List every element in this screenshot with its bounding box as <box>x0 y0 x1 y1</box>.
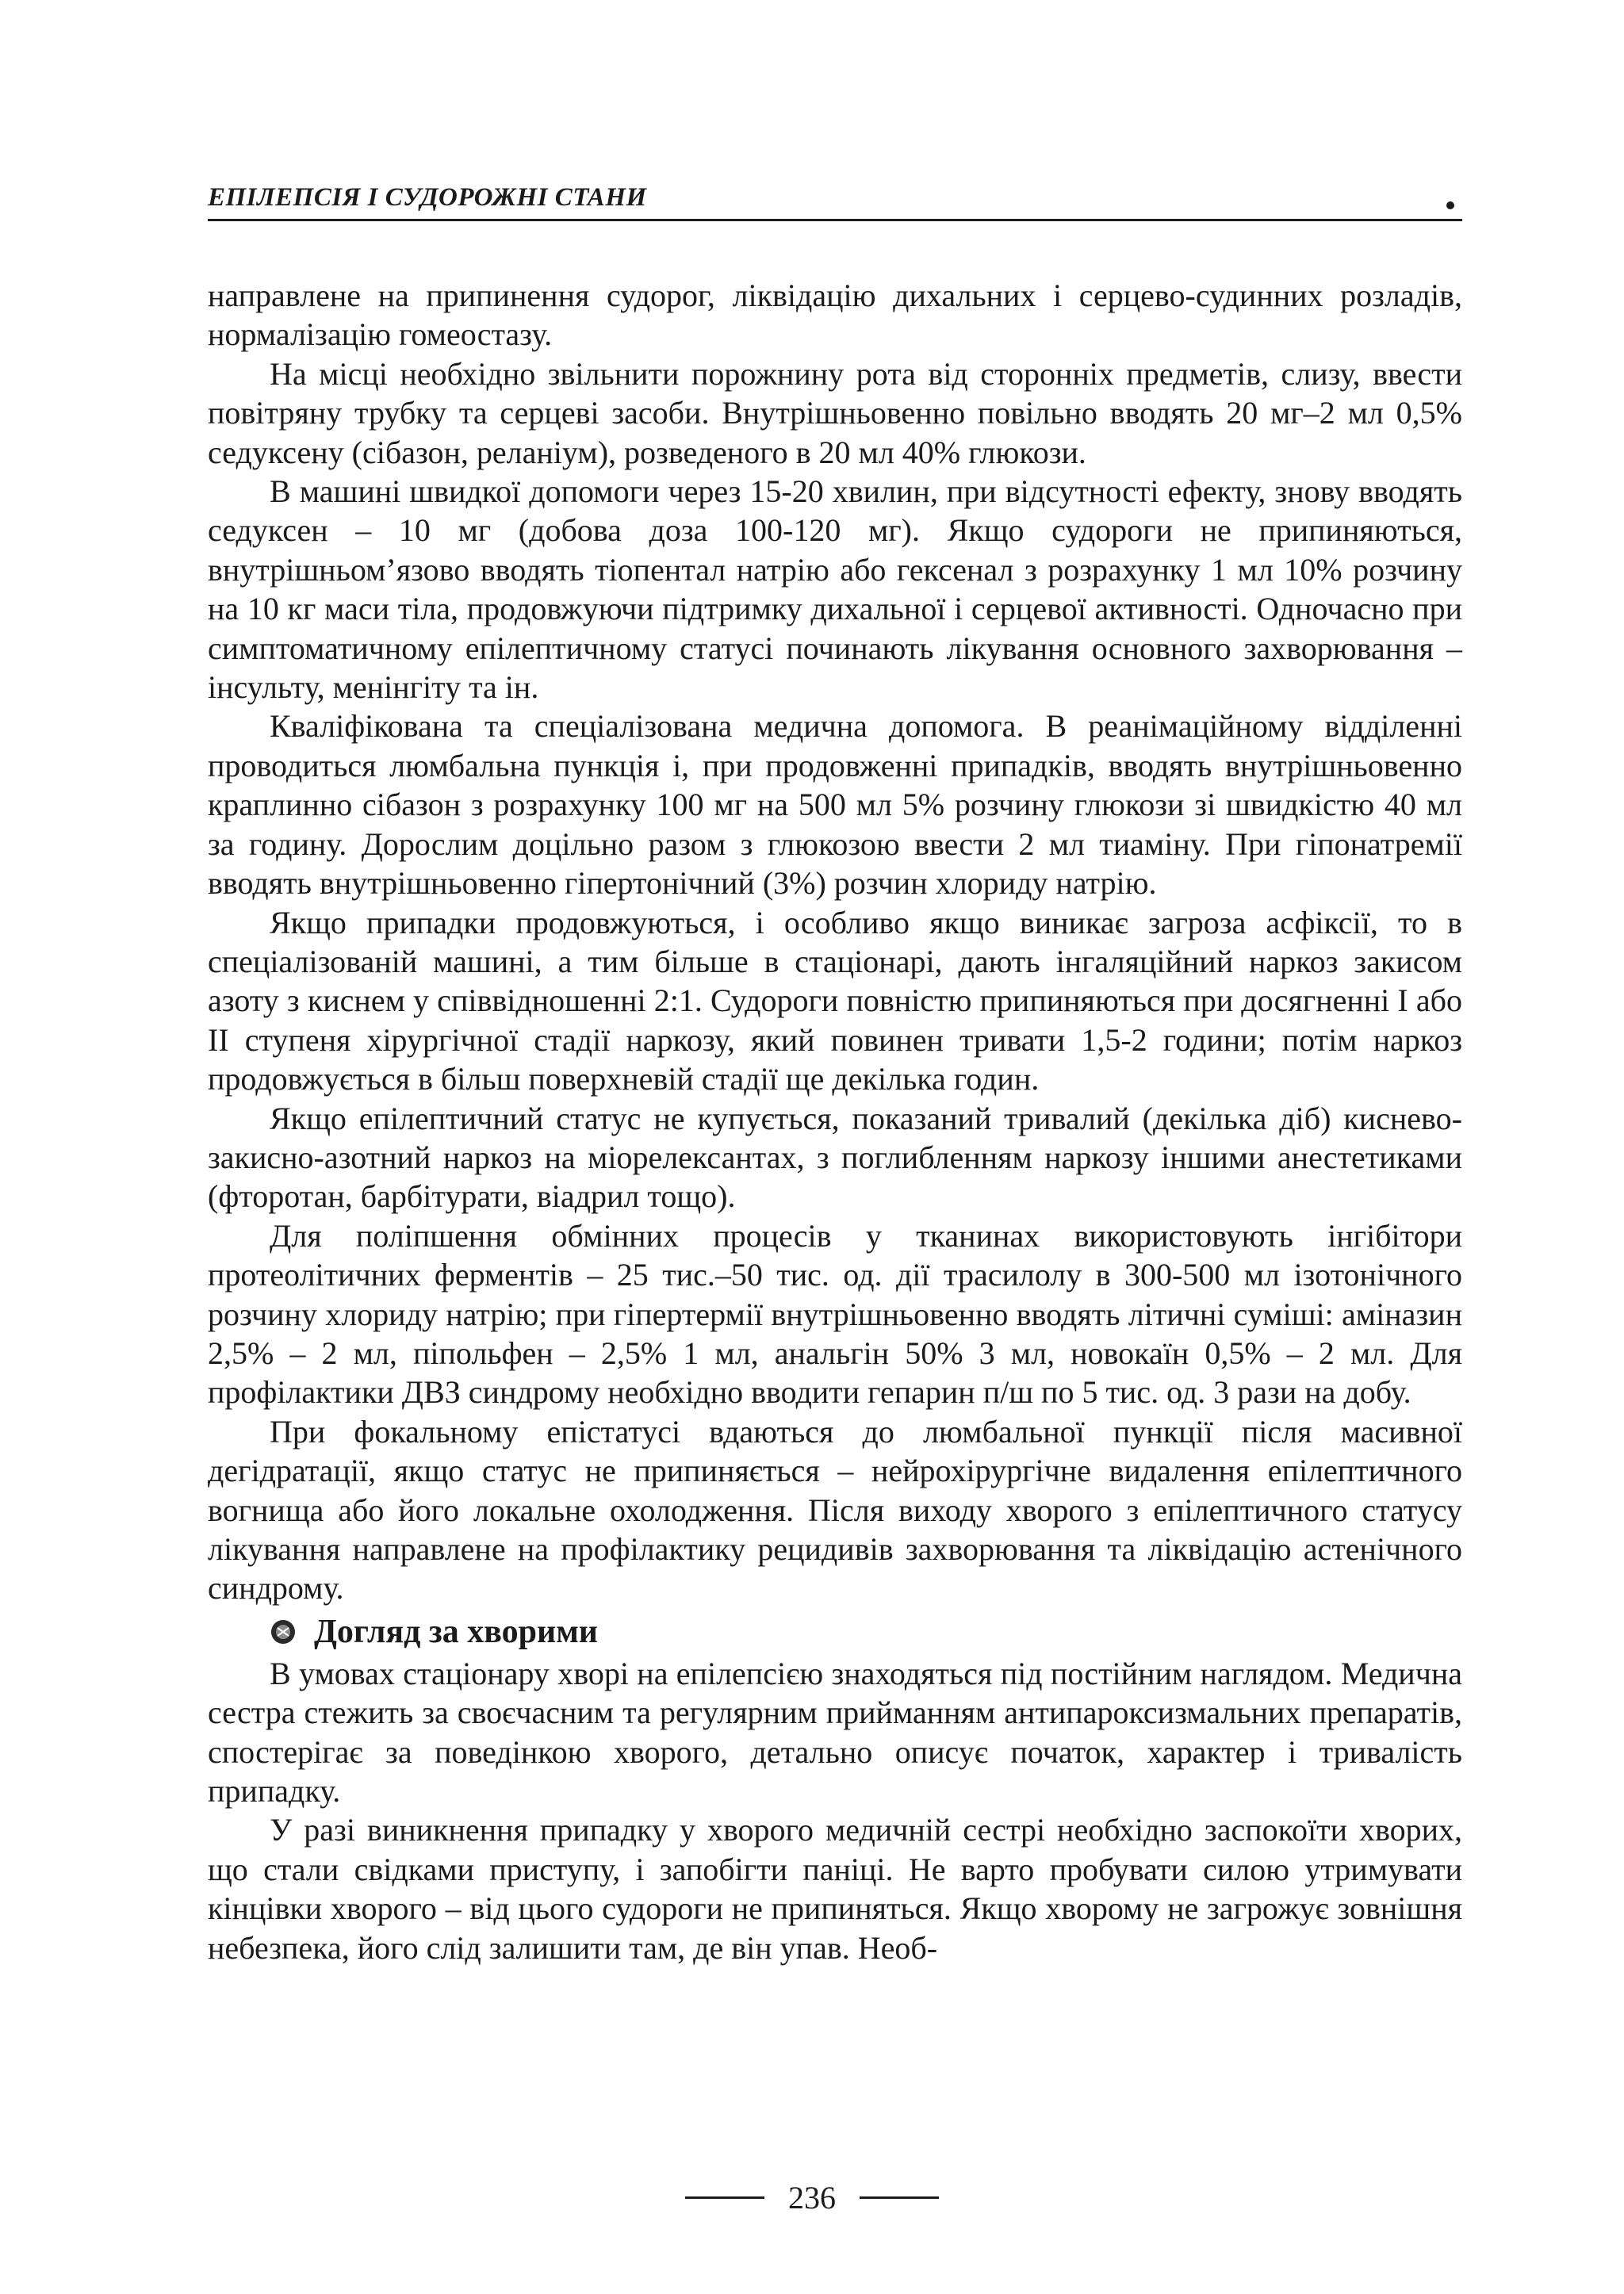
paragraph-4: Кваліфікована та спеціалізована медична допомога. В реанімаційному відділенні проводиться люмбальна пункція і, при продовженні припадків, вводять внутрішньовенно краплинно сібазон з розрахунку 100 мг на 500 мл 5% розчину глюкози зі швидкістю 40 мл за годину. Дорослим доцільно разом з глюкозою ввести 2 мл тиаміну. При гіпонатремії вводять внутрішньовенно гіпертонічний (3%) розчин хлориду натрію. <box>208 708 1462 902</box>
paragraph-6: Якщо епілептичний статус не купується, показаний тривалий (декілька діб) киснево-закисно-азотний наркоз на міорелексантах, з поглибленням наркозу іншими анестетиками (фторотан, барбітурати, віадрил тощо). <box>208 1100 1462 1215</box>
footer-rule-left <box>685 2196 764 2199</box>
paragraph-3: В машині швидкої допомоги через 15-20 хвилин, при відсутності ефекту, знову вводять седуксен – 10 мг (добова доза 100-120 мг). Якщо судороги не припиняються, внутрішньом’язово вводять тіопентал натрію або гексенал з розрахунку 1 мл 10% розчину на 10 кг маси тіла, продовжуючи підтримку дихальної і серцевої активності. Одночасно при симптоматичному епілептичному статусі починають лікування основного захворювання – інсульту, менінгіту та ін. <box>208 473 1462 706</box>
section-heading <box>270 1611 1462 1653</box>
paragraph-7: Для поліпшення обмінних процесів у тканинах використовують інгібітори протеолітичних ферментів – 25 тис.–50 тис. од. дії трасилолу в 300-500 мл ізотонічного розчину хлориду натрію; при гіпертермії внутрішньовенно вводять літичні суміші: аміназин 2,5% – 2 мл, піпольфен – 2,5% 1 мл, анальгін 50% 3 мл, новокаїн 0,5% – 2 мл. Для профілактики ДВЗ синдрому необхідно вводити гепарин п/ш по 5 тис. од. 3 рази на добу. <box>208 1217 1462 1411</box>
bullet-disc-icon <box>270 1618 297 1645</box>
running-header <box>208 178 1462 221</box>
paragraph-8: При фокальному епістатусі вдаються до люмбальної пункції після масивної дегідратації, якщо статус не припиняється – нейрохірургічне видалення епілептичного вогнища або його локальне охолодження. Після виходу хворого з епілептичного статусу лікування направлене на профілактику рецидивів захворювання та ліквідацію астенічного синдрому. <box>208 1413 1462 1607</box>
page-body <box>208 276 1462 1967</box>
paragraph-2: На місці необхідно звільнити порожнину рота від сторонніх предметів, слизу, ввести повітряну трубку та серцеві засоби. Внутрішньовенно повільно вводять 20 мг–2 мл 0,5% седуксену (сібазон, реланіум), розведеного в 20 мл 40% глюкози. <box>208 355 1462 470</box>
header-dot-icon <box>1446 201 1454 209</box>
page-number: 236 <box>788 2180 836 2215</box>
section-paragraph-1: В умовах стаціонару хворі на епілепсією знаходяться під постійним наглядом. Медична сестра стежить за своєчасним та регулярним прийманням антипароксизмальних препаратів, спостерігає за поведінкою хворого, детально описує початок, характер і тривалість припадку. <box>208 1655 1462 1810</box>
section-paragraph-2: У разі виникнення припадку у хворого медичній сестрі необхідно заспокоїти хворих, що стали свідками приступу, і запобігти паніці. Не варто пробувати силою утримувати кінцівки хворого – від цього судороги не припиняться. Якщо хворому не загрожує зовнішня небезпека, його слід залишити там, де він упав. Необ- <box>208 1812 1462 1966</box>
footer-rule-right <box>860 2196 939 2199</box>
running-header-title: ЕПІЛЕПСІЯ І СУДОРОЖНІ СТАНИ <box>208 183 647 212</box>
page-footer <box>0 2179 1624 2216</box>
section-heading-text: Догляд за хворими <box>314 1613 599 1650</box>
paragraph-1: направлене на припинення судорог, ліквідацію дихальних і серцево-судинних розладів, нормалізацію гомеостазу. <box>208 278 1462 353</box>
paragraph-5: Якщо припадки продовжуються, і особливо якщо виникає загроза асфіксії, то в спеціалізованій машині, а тим більше в стаціонарі, дають інгаляційний наркоз закисом азоту з киснем у співвідношенні 2:1. Судороги повністю припиняються при досягненні I або II ступеня хірургічної стадії наркозу, який повинен тривати 1,5-2 години; потім наркоз продовжується в більш поверхневій стадії ще декілька годин. <box>208 904 1462 1097</box>
